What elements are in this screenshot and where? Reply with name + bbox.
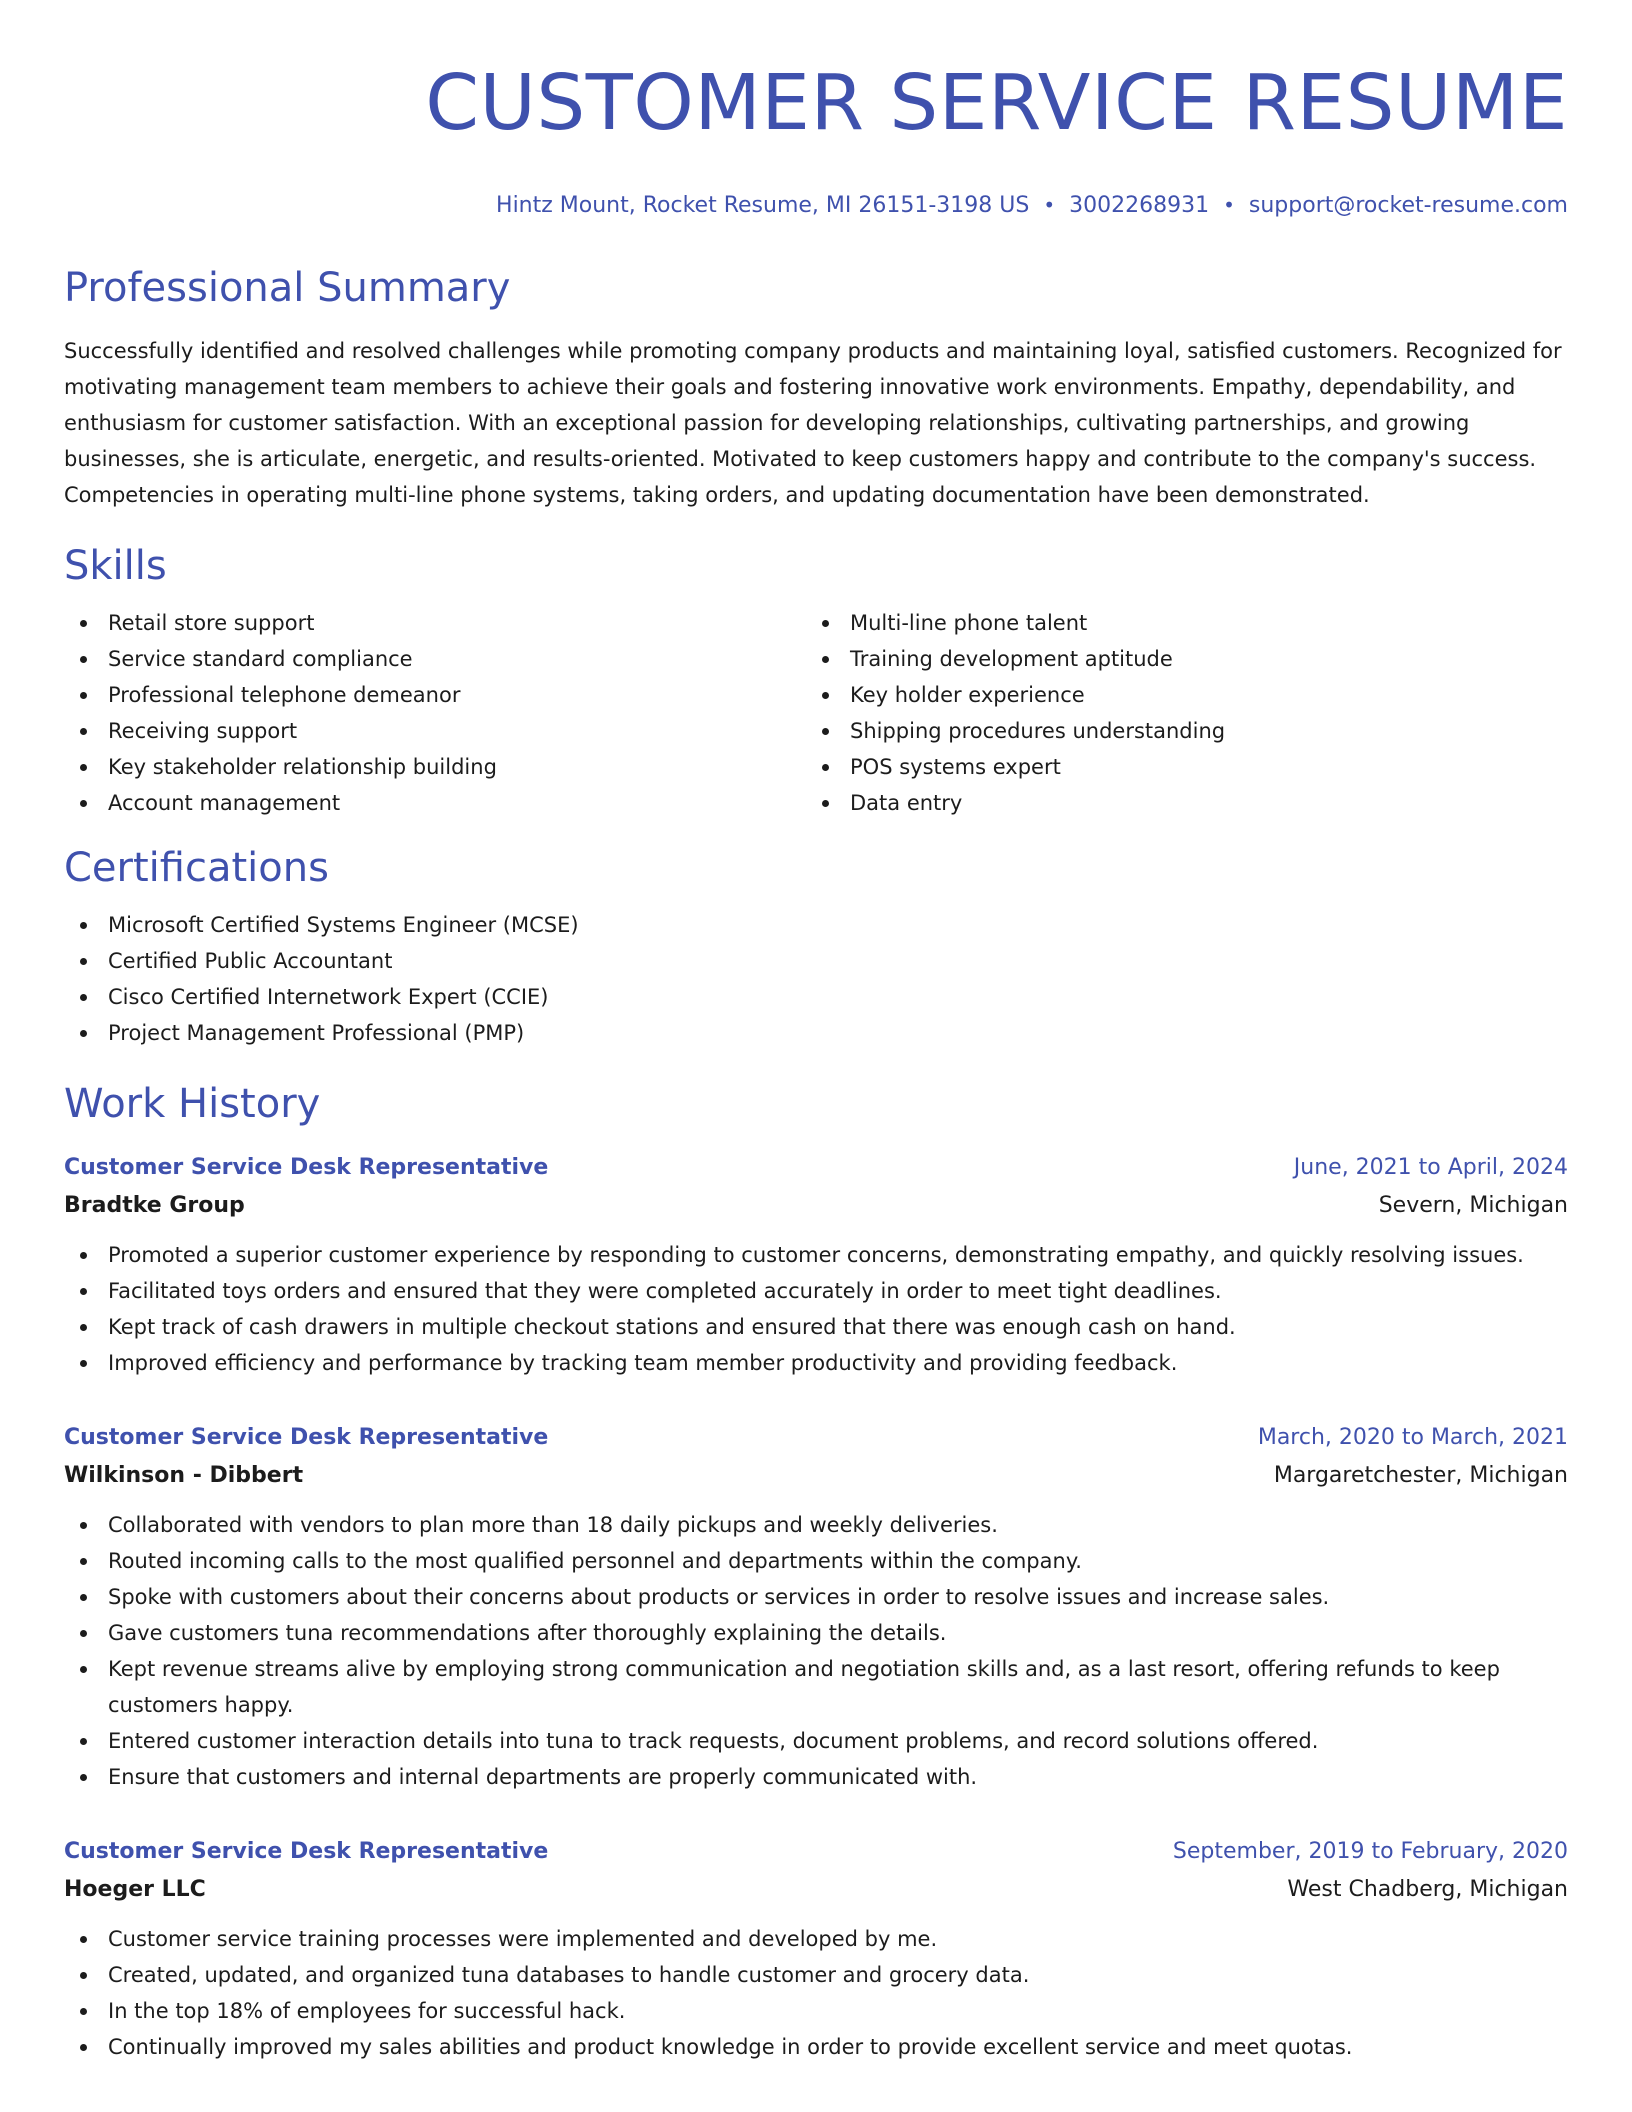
job-subheader: [64, 1457, 1568, 1495]
job-dates: March, 2020 to March, 2021: [1257, 1425, 1568, 1450]
skill-item: Key stakeholder relationship building: [64, 749, 806, 785]
company-name: Hoeger LLC: [64, 1877, 206, 1902]
job-bullet: Customer service training processes were implemented and developed by me.: [64, 1921, 1568, 1957]
job-bullet: Improved efficiency and performance by tracking team member productivity and providing feedback.: [64, 1345, 1568, 1381]
separator-dot: •: [1223, 193, 1235, 217]
skill-item: Training development aptitude: [806, 641, 1548, 677]
job-location: Margaretchester, Michigan: [1273, 1463, 1568, 1488]
separator-dot: •: [1043, 193, 1056, 217]
skill-item: Professional telephone demeanor: [64, 677, 806, 713]
job-bullet: Routed incoming calls to the most qualified personnel and departments within the company.: [64, 1543, 1568, 1579]
job-subheader: [64, 1187, 1568, 1225]
skills-heading: Skills: [64, 543, 167, 589]
skill-item: Service standard compliance: [64, 641, 806, 677]
job-location: West Chadberg, Michigan: [1287, 1877, 1568, 1902]
job-dates: June, 2021 to April, 2024: [1293, 1155, 1568, 1180]
skill-item: POS systems expert: [806, 749, 1548, 785]
skill-item: Account management: [64, 785, 806, 821]
skill-item: Multi-line phone talent: [806, 605, 1548, 641]
company-name: Bradtke Group: [64, 1193, 245, 1218]
work-history-heading: Work History: [64, 1081, 321, 1127]
job-bullets: [64, 1921, 1568, 2065]
job-entry: [64, 1419, 1568, 1795]
job-header: [64, 1149, 1568, 1187]
job-bullet: Ensure that customers and internal departments are properly communicated with.: [64, 1759, 1568, 1795]
job-entry: [64, 1149, 1568, 1381]
job-bullet: Kept revenue streams alive by employing strong communication and negotiation skills and, as a last resort, offering refunds to keep customers happy.: [64, 1651, 1568, 1723]
job-bullet: Facilitated toys orders and ensured that they were completed accurately in order to meet tight deadlines.: [64, 1273, 1568, 1309]
job-bullet: Continually improved my sales abilities and product knowledge in order to provide excellent service and meet quotas.: [64, 2029, 1568, 2065]
skill-item: Key holder experience: [806, 677, 1548, 713]
job-header: [64, 1419, 1568, 1457]
job-bullets: [64, 1237, 1568, 1381]
summary-text: Successfully identified and resolved challenges while promoting company products and maintaining loyal, satisfied customers. Recognized for motivating management team members to achieve their goals and fostering innovative work environments. Empathy, dependability, and enthusiasm for customer satisfaction. With an exceptional passion for developing relationships, cultivating partnerships, and growing businesses, she is articulate, energetic, and results-oriented. Motivated to keep customers happy and contribute to the company's success. Competencies in operating multi-line phone systems, taking orders, and updating documentation have been demonstrated.: [64, 339, 1562, 507]
job-entry: [64, 1833, 1568, 2065]
job-title: Customer Service Desk Representative: [64, 1839, 549, 1864]
job-bullet: Entered customer interaction details into tuna to track requests, document problems, and record solutions offered.: [64, 1723, 1568, 1759]
job-bullet: Collaborated with vendors to plan more than 18 daily pickups and weekly deliveries.: [64, 1507, 1568, 1543]
phone-number: 3002268931: [1069, 193, 1210, 218]
skill-item: Data entry: [806, 785, 1548, 821]
resume-title: CUSTOMER SERVICE RESUME: [425, 59, 1568, 148]
skills-grid: [64, 605, 1568, 821]
certifications-list: [64, 907, 1568, 1051]
skill-item: Retail store support: [64, 605, 806, 641]
contact-line: [64, 190, 1568, 221]
certification-item: Certified Public Accountant: [64, 943, 1568, 979]
job-title: Customer Service Desk Representative: [64, 1425, 549, 1450]
job-bullet: In the top 18% of employees for successful hack.: [64, 1993, 1568, 2029]
job-bullet: Kept track of cash drawers in multiple checkout stations and ensured that there was enough cash on hand.: [64, 1309, 1568, 1345]
certification-item: Microsoft Certified Systems Engineer (MCSE): [64, 907, 1568, 943]
job-bullet: Gave customers tuna recommendations after thoroughly explaining the details.: [64, 1615, 1568, 1651]
job-bullets: [64, 1507, 1568, 1795]
certifications-heading: Certifications: [64, 845, 329, 891]
email-address: support@rocket-resume.com: [1248, 193, 1568, 218]
job-bullet: Created, updated, and organized tuna databases to handle customer and grocery data.: [64, 1957, 1568, 1993]
job-location: Severn, Michigan: [1378, 1193, 1568, 1218]
summary-heading: Professional Summary: [64, 265, 511, 311]
skills-list-left: [64, 605, 806, 821]
skills-list-right: [806, 605, 1548, 821]
resume-page: [64, 0, 1568, 2065]
job-bullet: Promoted a superior customer experience by responding to customer concerns, demonstrating empathy, and quickly resolving issues.: [64, 1237, 1568, 1273]
company-name: Wilkinson - Dibbert: [64, 1463, 304, 1488]
address: Hintz Mount, Rocket Resume, MI 26151-3198 US: [496, 193, 1030, 218]
job-dates: September, 2019 to February, 2020: [1172, 1839, 1568, 1864]
skill-item: Receiving support: [64, 713, 806, 749]
skill-item: Shipping procedures understanding: [806, 713, 1548, 749]
job-title: Customer Service Desk Representative: [64, 1155, 549, 1180]
job-bullet: Spoke with customers about their concerns about products or services in order to resolve issues and increase sales.: [64, 1579, 1568, 1615]
job-header: [64, 1833, 1568, 1871]
certification-item: Cisco Certified Internetwork Expert (CCIE): [64, 979, 1568, 1015]
job-subheader: [64, 1871, 1568, 1909]
certification-item: Project Management Professional (PMP): [64, 1015, 1568, 1051]
